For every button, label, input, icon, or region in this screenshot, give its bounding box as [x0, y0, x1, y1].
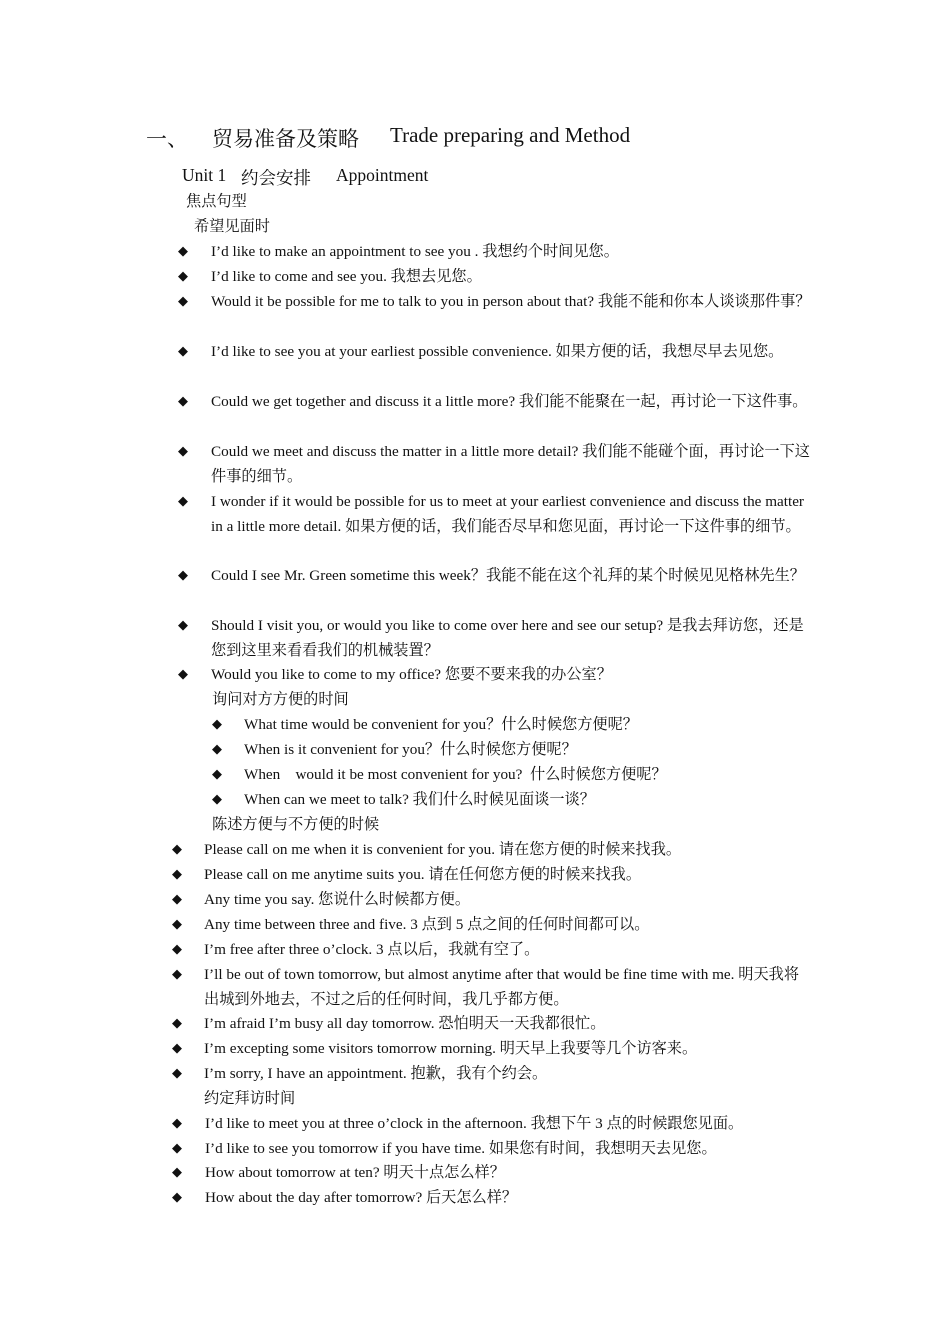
list-item-text: I’m afraid I’m busy all day tomorrow. 恐怕明天一天我都很忙。: [204, 1015, 606, 1032]
section-title-cn: 贸易准备及策略: [212, 127, 359, 151]
list-item-text: Any time you say. 您说什么时候都方便。: [204, 891, 471, 908]
list-item-text: Would you like to come to my office? 您要不要来我的办公室？: [211, 666, 612, 683]
bullet-diamond-icon: ◆: [178, 344, 188, 359]
list-item-text: Please call on me when it is convenient for you. 请在您方便的时候来找我。: [204, 841, 682, 858]
list-item-text: Please call on me anytime suits you. 请在任何您方便的时候来找我。: [204, 866, 642, 883]
bullet-diamond-icon: ◆: [172, 1066, 182, 1081]
list-item-text: I’m sorry, I have an appointment. 抱歉，我有个约会。: [204, 1065, 548, 1082]
bullet-diamond-icon: ◆: [172, 942, 182, 957]
list-item-text: I’d like to see you at your earliest possible convenience. 如果方便的话，我想尽早去见您。: [211, 343, 784, 360]
bullet-diamond-icon: ◆: [172, 1165, 182, 1180]
section-title-en: Trade preparing and Method: [390, 123, 631, 147]
list-item-text: I’d like to see you tomorrow if you have time. 如果您有时间，我想明天去见您。: [205, 1140, 717, 1157]
list-item-text: When would it be most convenient for you? 什么时候您方便呢？: [244, 766, 667, 783]
list-item-text: What time would be convenient for you？什么时候您方便呢？: [244, 716, 638, 733]
bullet-diamond-icon: ◆: [172, 917, 182, 932]
list-item-text: Should I visit you, or would you like to come over here and see our setup? 是我去拜访您，还是您到这里来看看我们的机械装置？: [211, 617, 804, 659]
list-item-text: Any time between three and five. 3 点到 5 点之间的任何时间都可以。: [204, 916, 650, 933]
unit-label: Unit 1: [182, 165, 227, 185]
bullet-diamond-icon: ◆: [172, 1190, 182, 1205]
list-item-text: I’d like to meet you at three o’clock in the afternoon. 我想下午 3 点的时候跟您见面。: [205, 1115, 744, 1132]
bullet-diamond-icon: ◆: [172, 1116, 182, 1131]
list-item-text: I’d like to make an appointment to see you . 我想约个时间见您。: [211, 243, 619, 260]
bullet-diamond-icon: ◆: [172, 892, 182, 907]
list-item-text: I’m free after three o’clock. 3 点以后，我就有空了。: [204, 941, 540, 958]
bullet-diamond-icon: ◆: [178, 444, 188, 459]
bullet-diamond-icon: ◆: [172, 1041, 182, 1056]
bullet-diamond-icon: ◆: [212, 767, 222, 782]
bullet-diamond-icon: ◆: [178, 269, 188, 284]
focus-heading: 焦点句型: [186, 193, 247, 210]
unit-title-en: Appointment: [336, 165, 429, 185]
bullet-diamond-icon: ◆: [178, 244, 188, 259]
list-item-text: Would it be possible for me to talk to you in person about that? 我能不能和你本人谈谈那件事？: [211, 293, 811, 310]
bullet-diamond-icon: ◆: [178, 667, 188, 682]
bullet-diamond-icon: ◆: [212, 717, 222, 732]
bullet-diamond-icon: ◆: [212, 742, 222, 757]
bullet-diamond-icon: ◆: [172, 1016, 182, 1031]
bullet-diamond-icon: ◆: [172, 842, 182, 857]
group-heading-ask-convenient-time: 询问对方方便的时间: [212, 691, 349, 708]
list-item-text: When can we meet to talk? 我们什么时候见面谈一谈？: [244, 791, 595, 808]
group-heading-arrange-visit: 约定拜访时间: [204, 1090, 296, 1107]
list-item-text: Could I see Mr. Green sometime this week？我能不能在这个礼拜的某个时候见见格林先生？: [211, 567, 805, 584]
bullet-diamond-icon: ◆: [172, 1141, 182, 1156]
unit-title-cn: 约会安排: [241, 168, 311, 188]
list-item-text: I’d like to come and see you. 我想去见您。: [211, 268, 482, 285]
bullet-diamond-icon: ◆: [178, 294, 188, 309]
bullet-diamond-icon: ◆: [172, 867, 182, 882]
list-item-text: I wonder if it would be possible for us to meet at your earliest convenience and discuss the matter in a little more detail. 如果方便的话，我们能否尽早和您见面，再讨论一下这件事的细节。: [211, 493, 804, 535]
bullet-diamond-icon: ◆: [212, 792, 222, 807]
bullet-diamond-icon: ◆: [172, 967, 182, 982]
list-item-text: How about tomorrow at ten? 明天十点怎么样？: [205, 1164, 505, 1181]
list-item-text: I’m excepting some visitors tomorrow morning. 明天早上我要等几个访客来。: [204, 1040, 698, 1057]
list-item-text: When is it convenient for you？什么时候您方便呢？: [244, 741, 577, 758]
list-item-text: Could we get together and discuss it a little more? 我们能不能聚在一起，再讨论一下这件事。: [211, 393, 808, 410]
bullet-diamond-icon: ◆: [178, 394, 188, 409]
bullet-diamond-icon: ◆: [178, 494, 188, 509]
section-number: 一、: [146, 127, 188, 151]
group-heading-state-availability: 陈述方便与不方便的时候: [212, 816, 380, 833]
list-item-text: How about the day after tomorrow? 后天怎么样？: [205, 1189, 518, 1206]
list-item-text: Could we meet and discuss the matter in a little more detail? 我们能不能碰个面，再讨论一下这件事的细节。: [211, 443, 810, 485]
group-heading-wish-to-meet: 希望见面时: [194, 218, 270, 235]
bullet-diamond-icon: ◆: [178, 618, 188, 633]
bullet-diamond-icon: ◆: [178, 568, 188, 583]
list-item-text: I’ll be out of town tomorrow, but almost anytime after that would be fine time with me. 明天我将出城到外地去，不过之后的任何时间，我几乎都方便。: [204, 966, 800, 1008]
